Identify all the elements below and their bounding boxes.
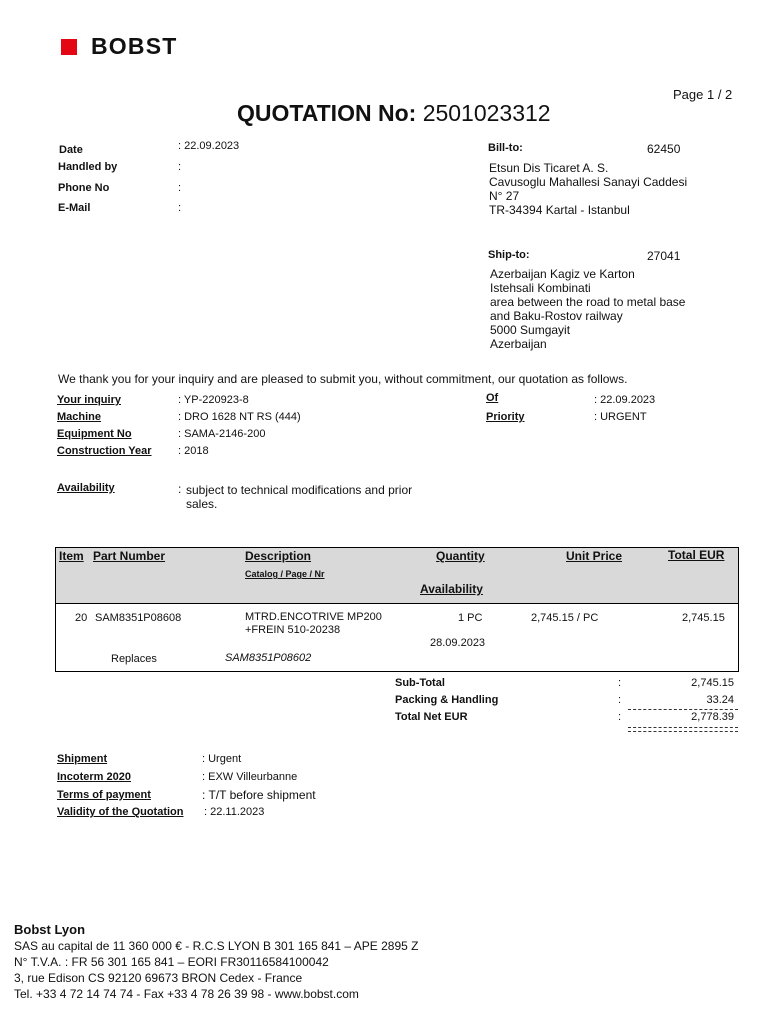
availability-colon: : [178,482,182,496]
bobst-logo-square-icon [61,39,77,55]
total-net-label: Total Net EUR [395,711,468,723]
of-value: : 22.09.2023 [594,394,656,406]
incoterm-label: Incoterm 2020 [57,771,131,783]
row-description-1: MTRD.ENCOTRIVE MP200 [245,611,382,623]
footer-company: Bobst Lyon [14,922,86,937]
incoterm-value: : EXW Villeurbanne [202,771,298,783]
row-item: 20 [75,612,88,624]
date-label: Date [59,144,83,156]
equipment-label: Equipment No [57,428,132,440]
bill-to-code: 62450 [647,142,681,156]
bill-to-address [489,161,687,217]
items-table [55,547,739,672]
shipment-value: : Urgent [202,753,242,765]
ship-to-label: Ship-to: [488,249,530,261]
handled-by-label: Handled by [58,161,118,173]
page-title [237,100,551,127]
footer-line: N° T.V.A. : FR 56 301 165 841 – EORI FR30116584100042 [14,955,329,969]
phone-value: : [178,182,182,194]
row-quantity: 1 PC [458,612,483,624]
ship-to-code: 27041 [647,249,681,263]
col-item: Item [59,549,84,563]
ship-to-line: and Baku-Rostov railway [490,309,623,323]
total-net-value: 2,778.39 [691,711,734,723]
bobst-logo-text: BOBST [91,33,178,59]
phone-label: Phone No [58,182,110,194]
availability-label: Availability [57,482,115,494]
terms-of-payment-label: Terms of payment [57,789,151,801]
ship-to-line: 5000 Sumgayit [490,323,571,337]
title-label: QUOTATION No: [237,100,417,126]
bill-to-line: TR-34394 Kartal - Istanbul [489,203,630,217]
validity-label: Validity of the Quotation [57,806,184,818]
your-inquiry-value: : YP-220923-8 [178,394,249,406]
row-total: 2,745.15 [682,612,725,624]
row-part-number: SAM8351P08608 [95,612,182,624]
row-description-2: +FREIN 510-20238 [245,624,341,636]
col-description: Description [245,549,312,563]
row-availability-date: 28.09.2023 [430,637,486,649]
ship-to-line: Azerbaijan Kagiz ve Karton [490,267,635,281]
terms-of-payment-value: : T/T before shipment [202,788,316,802]
footer-line: SAS au capital de 11 360 000 € - R.C.S LYON B 301 165 841 – APE 2895 Z [14,939,419,953]
col-unit-price: Unit Price [566,549,623,563]
replaces-label: Replaces [111,653,157,665]
packing-label: Packing & Handling [395,694,499,706]
subtotal-rule [628,709,738,710]
intro-text: We thank you for your inquiry and are pleased to submit you, without commitment, our quotation as follows. [58,372,628,386]
subtotal-colon: : [618,677,622,689]
col-availability: Availability [420,582,483,596]
bill-to-line: N° 27 [489,189,520,203]
validity-value: : 22.11.2023 [204,806,265,818]
total-net-colon: : [618,711,622,723]
footer-line: 3, rue Edison CS 92120 69673 BRON Cedex - France [14,971,303,985]
construction-year-value: : 2018 [178,445,209,457]
col-catalog: Catalog / Page / Nr [245,569,325,579]
of-label: Of [486,392,499,404]
total-double-rule [628,727,738,732]
date-value: : 22.09.2023 [178,140,240,152]
quotation-number: 2501023312 [422,100,551,126]
company-footer [14,922,418,1002]
bill-to-line: Cavusoglu Mahallesi Sanayi Caddesi [489,175,688,189]
replaces-value: SAM8351P08602 [225,652,312,664]
machine-label: Machine [57,411,102,423]
ship-to-line: area between the road to metal base [490,295,686,309]
page-number: Page 1 / 2 [673,87,733,102]
subtotal-value: 2,745.15 [691,677,734,689]
equipment-value: : SAMA-2146-200 [178,428,266,440]
priority-label: Priority [486,411,525,423]
bill-to-line: Etsun Dis Ticaret A. S. [489,161,609,175]
machine-value: : DRO 1628 NT RS (444) [178,411,301,423]
col-part-number: Part Number [93,549,166,563]
shipment-label: Shipment [57,753,108,765]
packing-colon: : [618,694,622,706]
your-inquiry-label: Your inquiry [57,394,121,406]
bill-to-label: Bill-to: [488,142,523,154]
construction-year-label: Construction Year [57,445,152,457]
subtotal-label: Sub-Total [395,677,445,689]
footer-line: Tel. +33 4 72 14 74 74 - Fax +33 4 78 26 39 98 - www.bobst.com [14,987,359,1001]
availability-text: subject to technical modifications and prior sales. [186,483,413,511]
ship-to-address [490,267,685,351]
col-quantity: Quantity [436,549,485,563]
col-total: Total EUR [668,548,725,562]
ship-to-line: Azerbaijan [490,337,547,351]
priority-value: : URGENT [594,411,647,423]
ship-to-line: Istehsali Kombinati [490,281,591,295]
email-value: : [178,202,182,214]
handled-by-value: : [178,161,182,173]
email-label: E-Mail [58,202,91,214]
packing-value: 33.24 [706,694,734,706]
row-unit-price: 2,745.15 / PC [531,612,599,624]
